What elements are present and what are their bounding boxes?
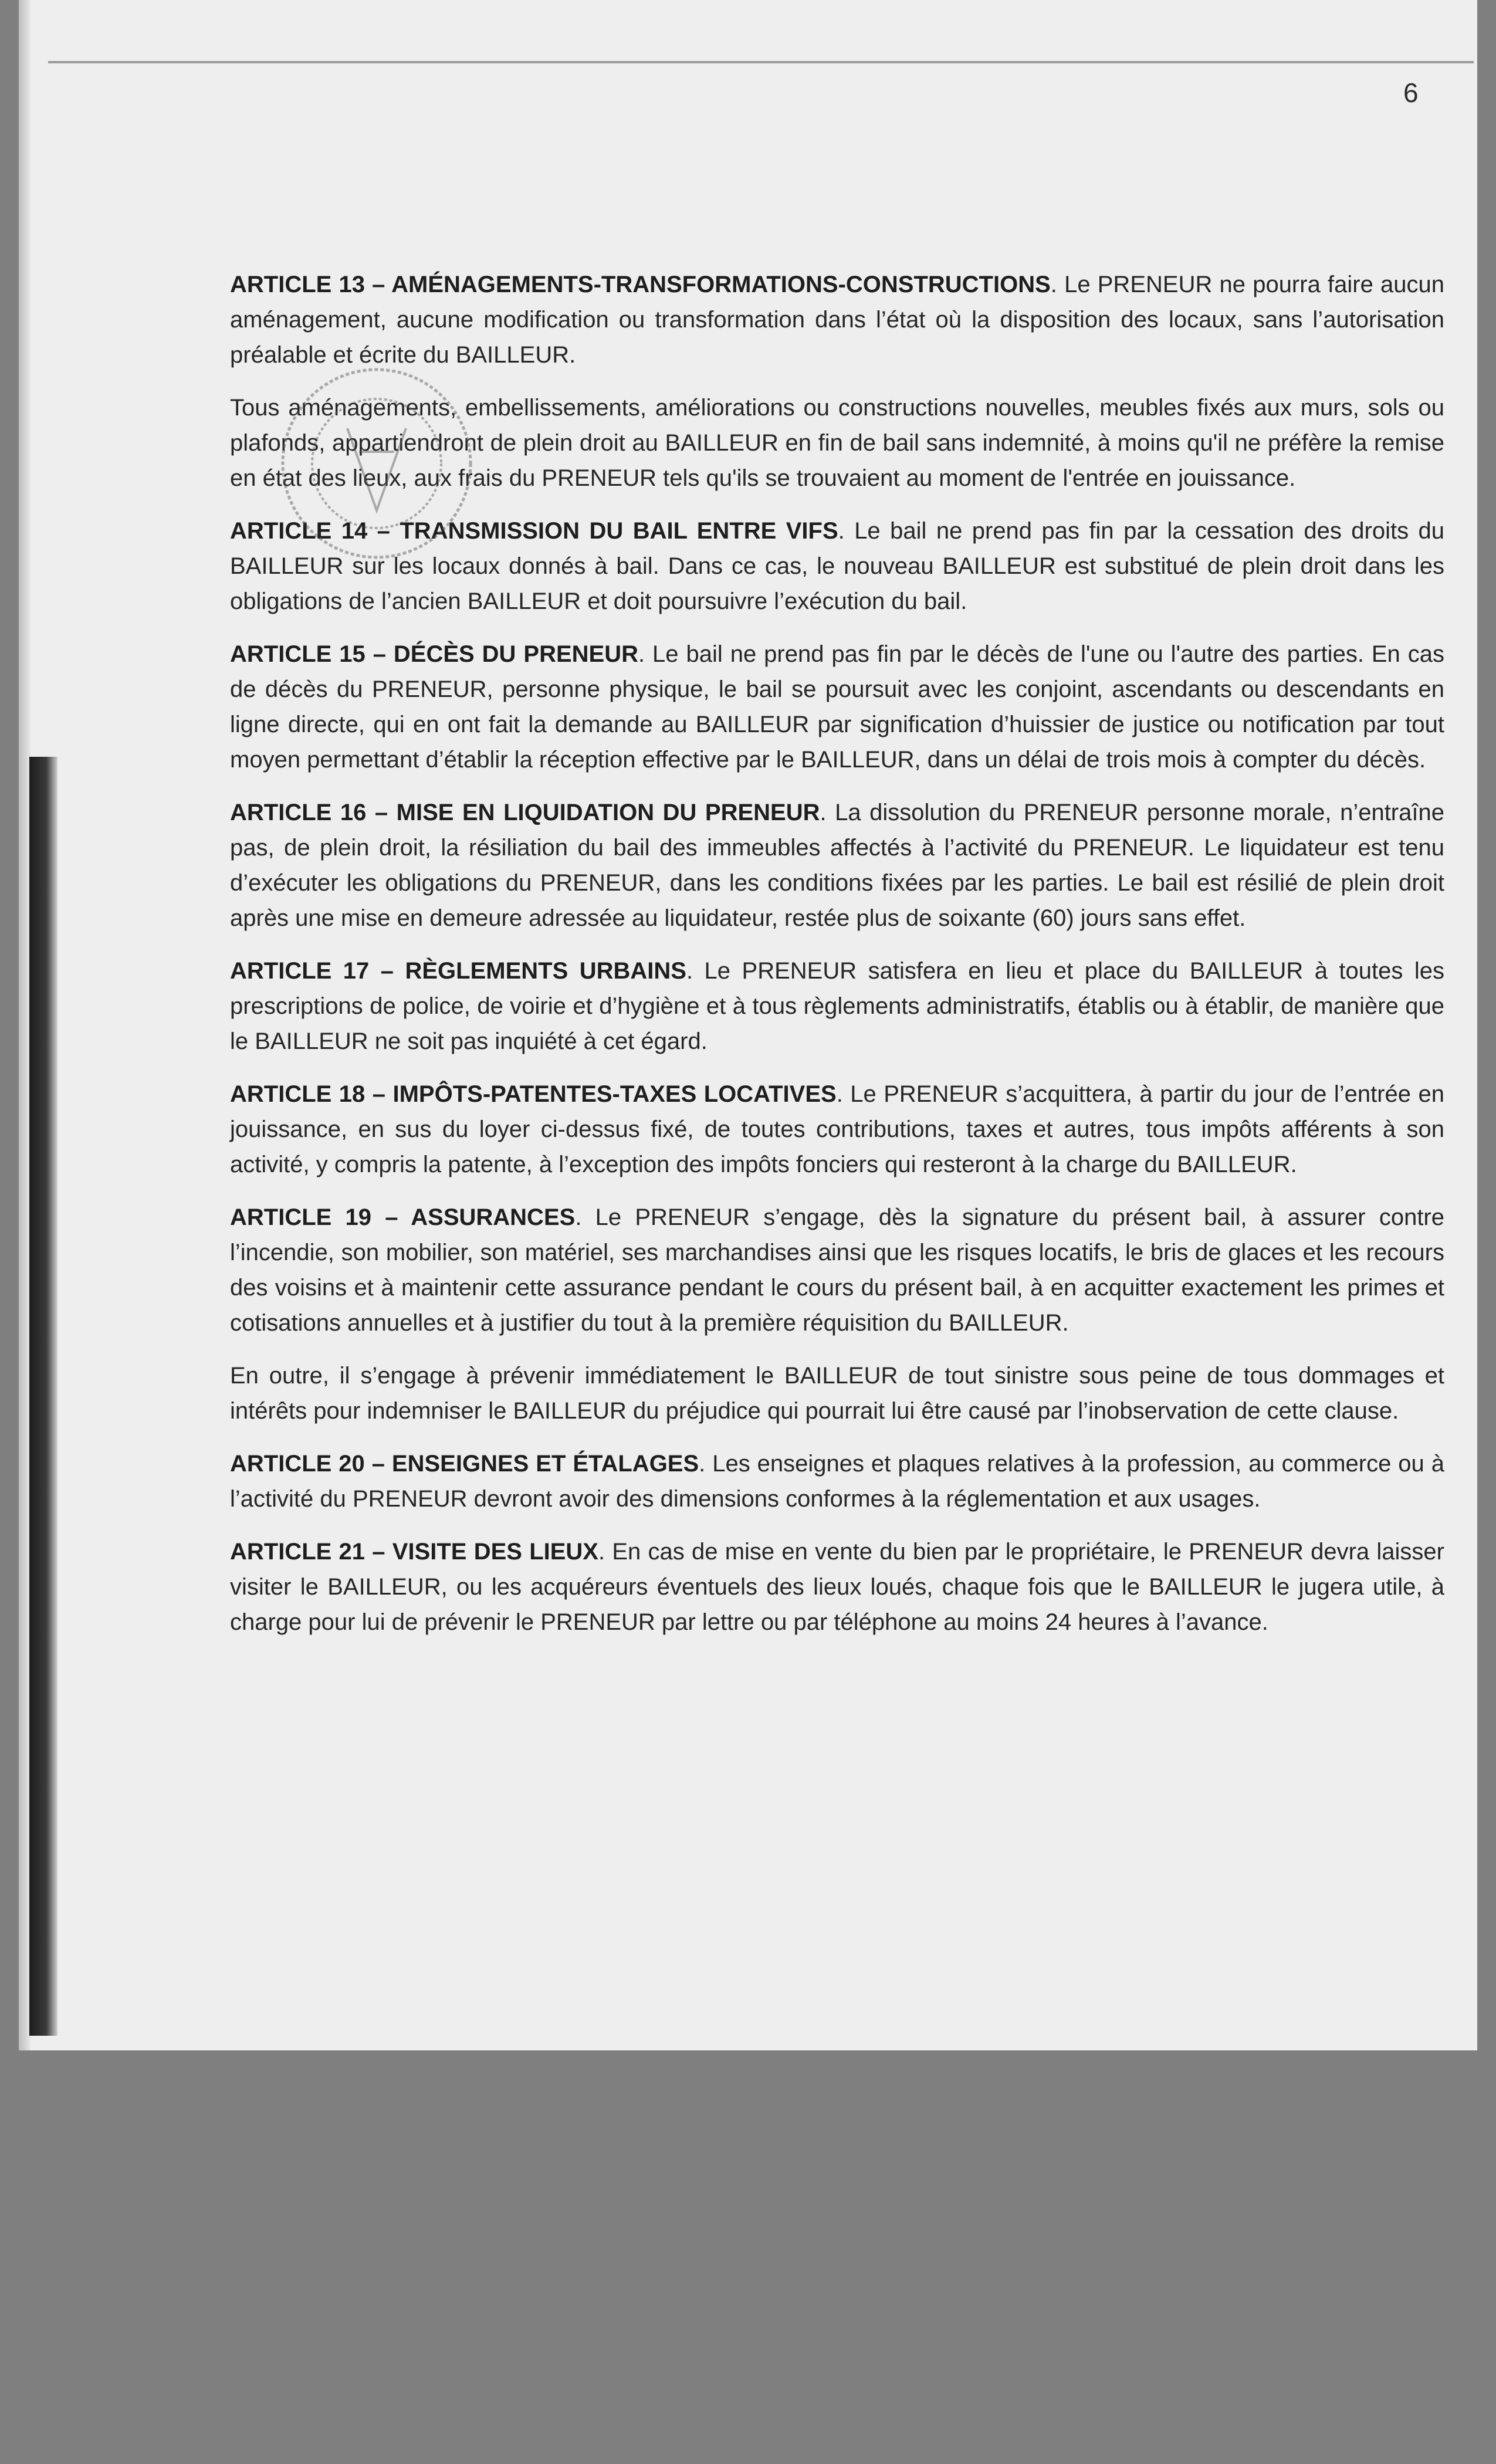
scan-shadow-left — [19, 0, 31, 2050]
article-20 — [230, 1446, 1444, 1517]
article-heading: ARTICLE 13 – AMÉNAGEMENTS-TRANSFORMATIONS-CONSTRUCTIONS — [230, 272, 1051, 297]
article-text: . Le PRENEUR ne pourra faire aucun aménagement, aucune modification ou transformation dans l’état où la disposition des locaux, sans l’autorisation préalable et écrite du BAILLEUR. — [230, 272, 1444, 368]
article-text: . Les enseignes et plaques relatives à la profession, au commerce ou à l’activité du PRENEUR devront avoir des dimensions conformes à la réglementation et aux usages. — [230, 1451, 1444, 1512]
article-heading: ARTICLE 20 – ENSEIGNES ET ÉTALAGES — [230, 1451, 699, 1477]
article-text: . Le bail ne prend pas fin par la cessation des droits du BAILLEUR sur les locaux donnés à bail. Dans ce cas, le nouveau BAILLEUR est substitué de plein droit dans les obligations de l’ancien BAILLEUR et doit poursuivre l’exécution du bail. — [230, 518, 1445, 614]
document-page — [19, 0, 1477, 2050]
article-14 — [230, 513, 1444, 619]
article-text: . Le bail ne prend pas fin par le décès de l'une ou l'autre des parties. En cas de décès du PRENEUR, personne physique, le bail se poursuit avec les conjoint, ascendants ou descendants en ligne directe, qui en ont fait la demande au BAILLEUR par signification d’huissier de justice ou notification par tout moyen permettant d’établir la réception effective par le BAILLEUR, dans un délai de trois mois à compter du décès. — [230, 641, 1445, 773]
article-heading: ARTICLE 19 – ASSURANCES — [230, 1204, 576, 1230]
article-17 — [230, 953, 1444, 1059]
article-text: . La dissolution du PRENEUR personne morale, n’entraîne pas, de plein droit, la résiliation du bail des immeubles affectés à l’activité du PRENEUR. Le liquidateur est tenu d’exécuter les obligations du PRENEUR, dans les conditions fixées par les parties. Le bail est résilié de plein droit après une mise en demeure adressée au liquidateur, restée plus de soixante (60) jours sans effet. — [230, 800, 1444, 931]
article-text: En outre, il s’engage à prévenir immédiatement le BAILLEUR de tout sinistre sous peine de tous dommages et intérêts pour indemniser le BAILLEUR du préjudice qui pourrait lui être causé par l’inobservation de cette clause. — [230, 1363, 1444, 1424]
page-fold-line — [48, 61, 1474, 63]
scan-dark-edge — [29, 757, 57, 2036]
article-19-continued — [230, 1358, 1444, 1429]
article-19 — [230, 1200, 1444, 1341]
article-15 — [230, 637, 1444, 777]
document-body — [230, 267, 1444, 1657]
article-21 — [230, 1534, 1444, 1640]
article-16 — [230, 795, 1444, 936]
article-heading: ARTICLE 16 – MISE EN LIQUIDATION DU PRENEUR — [230, 800, 820, 825]
article-heading: ARTICLE 17 – RÈGLEMENTS URBAINS — [230, 958, 686, 984]
article-text: . Le PRENEUR s’acquittera, à partir du jour de l’entrée en jouissance, en sus du loyer ci-dessus fixé, de toutes contributions, taxes et autres, tous impôts afférents à son activité, y compris la patente, à l’exception des impôts fonciers qui resteront à la charge du BAILLEUR. — [230, 1081, 1445, 1177]
article-heading: ARTICLE 21 – VISITE DES LIEUX — [230, 1539, 598, 1565]
article-text: . En cas de mise en vente du bien par le propriétaire, le PRENEUR devra laisser visiter le BAILLEUR, ou les acquéreurs éventuels des lieux loués, chaque fois que le BAILLEUR le jugera utile, à charge pour lui de prévenir le PRENEUR par lettre ou par téléphone au moins 24 heures à l’avance. — [230, 1539, 1444, 1635]
article-18 — [230, 1077, 1444, 1182]
page-number: 6 — [1403, 77, 1419, 108]
article-text: . Le PRENEUR satisfera en lieu et place du BAILLEUR à toutes les prescriptions de police, de voirie et d’hygiène et à tous règlements administratifs, établis ou à établir, de manière que le BAILLEUR ne soit pas inquiété à cet égard. — [230, 958, 1444, 1054]
article-text: Tous aménagements, embellissements, améliorations ou constructions nouvelles, meubles fixés aux murs, sols ou plafonds, appartiendront de plein droit au BAILLEUR en fin de bail sans indemnité, à moins qu'il ne préfère la remise en état des lieux, aux frais du PRENEUR tels qu'ils se trouvaient au moment de l'entrée en jouissance. — [230, 395, 1444, 491]
article-heading: ARTICLE 18 – IMPÔTS-PATENTES-TAXES LOCATIVES — [230, 1081, 837, 1107]
article-heading: ARTICLE 15 – DÉCÈS DU PRENEUR — [230, 641, 638, 667]
article-text: . Le PRENEUR s’engage, dès la signature du présent bail, à assurer contre l’incendie, son mobilier, son matériel, ses marchandises ainsi que les risques locatifs, le bris de glaces et les recours des voisins et à maintenir cette assurance pendant le cours du présent bail, à en acquitter exactement les primes et cotisations annuelles et à justifier du tout à la première réquisition du BAILLEUR. — [230, 1204, 1445, 1336]
article-13 — [230, 267, 1444, 373]
article-heading: ARTICLE 14 – TRANSMISSION DU BAIL ENTRE VIFS — [230, 518, 838, 544]
article-13-continued — [230, 390, 1444, 496]
